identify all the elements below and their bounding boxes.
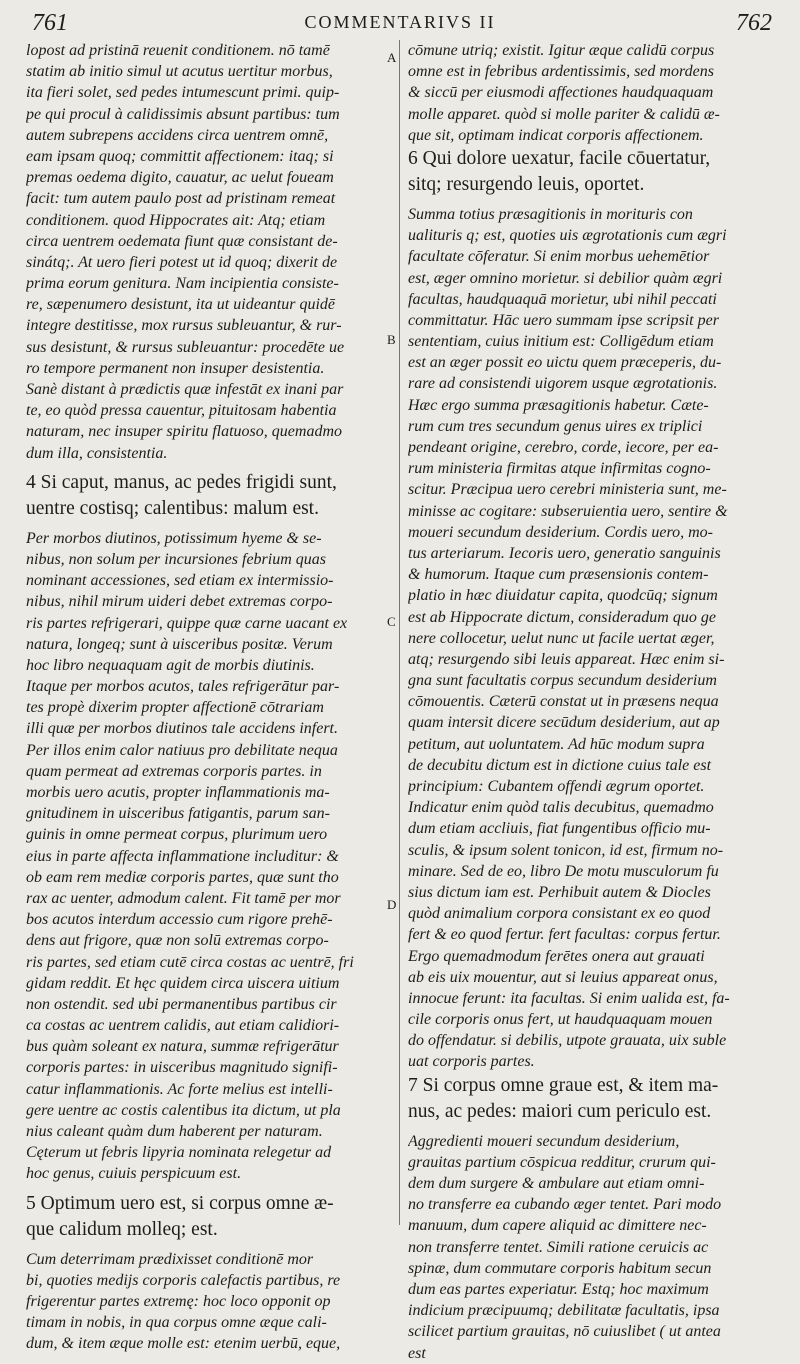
text-line: omne est in febribus ardentissimis, sed mordens	[408, 63, 714, 81]
text-line: facultate cōferatur. Si enim morbus uehemētior	[408, 248, 710, 266]
aphorism-heading-line: 7 Si corpus omne graue est, & item ma-	[408, 1074, 719, 1096]
text-line: principium: Cubantem offendi ægrum oportet.	[408, 778, 705, 795]
column-rule	[399, 40, 400, 1225]
text-line: rum cum tres secundum genus uires ex triplici	[408, 417, 703, 435]
text-line: Per illos enim calor natiuus pro debilitate nequa	[26, 741, 338, 759]
text-line: molle apparet. quòd si molle pariter & calidū æ-	[408, 105, 720, 123]
text-line: premas oedema digito, cauatur, ac uelut foueam	[26, 169, 334, 187]
text-line: dem dum surgere & ambulare aut etiam omni-	[408, 1175, 705, 1192]
text-line: cōmune utriq; existit. Igitur æque calidū corpus	[408, 42, 715, 59]
text-line: guinis in omne permeat corpus, plurimum uero	[26, 826, 328, 844]
aphorism-heading-line: nus, ac pedes: maiori cum periculo est.	[408, 1100, 712, 1122]
text-line: petitum, aut uoluntatem. Ad hūc modum supra	[408, 735, 705, 753]
text-line: sius dictum iam est. Perhibuit autem & Diocles	[408, 883, 711, 901]
text-line: gere uentre ac costis calentibus ita dictum, ut pla	[26, 1101, 341, 1119]
text-line: nibus, nihil mirum uideri debet extremas corpo-	[26, 593, 333, 611]
text-line: sinátq;. At uero fieri potest ut id quoq; dixerit de	[26, 253, 338, 271]
text-line: ab eis uix mouentur, aut si leuius appareat onus,	[408, 968, 718, 986]
text-line: de decubitu dictum est in dictione cuius tale est	[408, 756, 712, 774]
text-line: Summa totius præsagitionis in morituris con	[408, 205, 693, 223]
text-line: manuum, dum capere aliquid ac dimittere nec-	[408, 1217, 707, 1235]
text-line: facultas, haudquaquā morietur, ubi nihil peccati	[408, 290, 717, 308]
text-line: tus arteriarum. Iecoris uero, generatio sanguinis	[408, 544, 721, 562]
text-line: Sanè distant à prædictis quæ infestāt ex inani par	[26, 381, 344, 398]
text-line: cile corporis onus fert, ut haudquaquam mouen	[408, 1011, 713, 1029]
margin-letter-c: C	[387, 614, 396, 629]
text-line: eam ipsam quoq; committit affectionem: itaq; si	[26, 147, 334, 165]
text-line: non ostendit. sed ubi permanentibus partibus cir	[26, 995, 337, 1013]
text-line: rare ad consistendi uigorem usque ægrotationis.	[408, 375, 718, 393]
text-line: pendeant origine, cerebro, corde, iecore, per ea-	[408, 439, 719, 456]
aphorism-heading-line: sitq; resurgendo leuis, oportet.	[408, 173, 645, 195]
text-line: sententiam, cuius initium est: Colligēdum etiam	[408, 333, 714, 351]
text-line: eius in parte affecta inflammatione includitur: &	[26, 847, 339, 865]
text-line: Aggredienti moueri secundum desiderium,	[408, 1132, 680, 1150]
text-line: est an æger possit eo uictu quem præceperis, du-	[408, 354, 722, 372]
text-line: dum etiam accliuis, fiat fungentibus officio mu-	[408, 820, 711, 838]
margin-letter-b: B	[387, 332, 396, 347]
text-line: scitur. Præcipua uero cerebri ministeria sunt, me-	[408, 481, 727, 499]
text-line: atq; resurgendo sibi leuis appareat. Hæc enim si-	[408, 650, 725, 668]
text-line: timam in nobis, in qua corpus omne æque cali-	[26, 1314, 327, 1332]
text-line: grauitas partium cōspicua redditur, crurum qui-	[408, 1153, 716, 1171]
text-line: est	[408, 1344, 426, 1362]
text-line: minare. Sed de eo, libro De motu musculorum fu	[408, 862, 719, 880]
text-line: gidam reddit. Et hęc quidem circa uiscera uitium	[26, 974, 340, 992]
text-line: platio in hæc diuidatur capita, quodcūq; signum	[408, 587, 718, 605]
text-line: Cęterum ut febris lipyria nominata relegetur ad	[26, 1144, 332, 1162]
margin-letter-a: A	[387, 50, 397, 65]
text-line: dum, & item æque molle est: etenim uerbū, eque,	[26, 1335, 341, 1353]
text-line: no transferre ea cubando æger tentet. Pari modo	[408, 1196, 722, 1214]
text-line: morbis uero acutis, propter inflammationis ma-	[26, 784, 330, 801]
aphorism-heading-line: 6 Qui dolore uexatur, facile cōuertatur,	[408, 147, 711, 169]
text-line: bos acutos interdum accessio cum rigore prehē-	[26, 911, 333, 929]
text-line: quòd animalium corpora consistant ex eo quod	[408, 905, 711, 923]
right-column	[408, 40, 774, 1364]
text-line: natura, longeq; sunt à uisceribus positæ. Verum	[26, 635, 333, 653]
text-line: sus desistunt, & rursus subleuantur: procedēte ue	[26, 338, 345, 356]
text-line: conditionem. quod Hippocrates ait: Atq; etiam	[26, 211, 326, 229]
text-line: scilicet partium grauitas, nō cuiuslibet ( ut antea	[408, 1323, 721, 1341]
text-line: dum eas partes experiatur. Estq; hoc maximum	[408, 1280, 709, 1298]
text-line: gna sunt facultatis corpus secundum desiderium	[408, 672, 717, 690]
text-line: indicium præcipuumq; debilitatæ facultatis, ipsa	[408, 1302, 720, 1320]
text-line: illi quæ per morbos diutinos tale accidens infert.	[26, 720, 338, 738]
text-line: ris partes refrigerari, quippe quæ carne uacant ex	[26, 614, 348, 632]
text-line: minisse ac cogitare: subseruientia uero, sentire &	[408, 502, 728, 520]
aphorism-heading-line: 5 Optimum uero est, si corpus omne æ-	[26, 1192, 334, 1214]
text-line: innocue ferunt: ita facultas. Si enim ualida est, fa-	[408, 989, 730, 1007]
text-line: naturam, nec insuper spiritu flatuoso, quemadmo	[26, 423, 342, 441]
aphorism-heading-line: que calidum molleq; est.	[26, 1218, 218, 1240]
text-line: hoc libro nequaquam agit de morbis diutinis.	[26, 656, 315, 674]
text-line: Hæc ergo summa præsagitionis habetur. Cæte-	[408, 396, 709, 414]
text-line: committatur. Hāc uero summam ipse scripsit per	[408, 311, 719, 329]
text-line: ca costas ac uentrem calidis, aut etiam calidiori-	[26, 1017, 340, 1035]
text-line: ualituris q; est, quoties uis ægrotationis cum ægri	[408, 227, 727, 245]
text-line: integre destitisse, mox rursus subleuantur, & rur-	[26, 317, 342, 335]
text-line: nere collocetur, uelut nunc ut facile uertat æger,	[408, 629, 715, 647]
text-line: statim ab initio simul ut acutus uertitur morbus,	[26, 63, 333, 81]
text-line: non transferre tentet. Simili ratione ceruicis ac	[408, 1238, 709, 1256]
text-line: Itaque per morbos acutos, tales refrigerātur par-	[26, 678, 340, 696]
text-line: dens aut frigore, quæ non solū extremas corpo-	[26, 932, 329, 950]
text-line: circa uentrem oedemata fiunt quæ consistant de-	[26, 232, 338, 250]
text-line: gnitudinem in uisceribus fatigantis, parum san-	[26, 805, 330, 823]
text-line: & siccū per eiusmodi affectiones haudquaquam	[408, 84, 714, 102]
text-line: ita fieri solet, sed pedes intumescunt primi. quip-	[26, 84, 340, 102]
page-number-right: 762	[736, 10, 772, 36]
text-line: spinæ, dum commutare corporis habitum secun	[408, 1259, 712, 1277]
text-line: autem subrepens accidens circa uentrem omnē,	[26, 126, 329, 144]
text-line: uat corporis partes.	[408, 1053, 535, 1071]
text-line: ob eam rem mediæ corporis partes, quæ sunt tho	[26, 868, 339, 886]
text-line: sculis, & ipsum solent tonicon, id est, firmum no-	[408, 841, 724, 859]
text-line: Indicatur enim quòd talis decubitus, quemadmo	[408, 799, 714, 817]
text-line: prima eorum genitura. Nam incipientia consiste-	[26, 275, 339, 293]
margin-letter-d: D	[387, 897, 397, 912]
text-line: hoc genus, cuiuis perspicuum est.	[26, 1165, 242, 1183]
text-line: Cum deterrimam prædixisset conditionē mor	[26, 1250, 314, 1268]
text-line: nibus, non solum per incursiones febrium quas	[26, 550, 326, 568]
text-line: quam intersit dicere secūdum desiderium, aut ap	[408, 714, 720, 732]
text-line: corporis partes: in uisceribus magnitudo signifi-	[26, 1059, 338, 1077]
text-line: tes propè dixerim propter affectionē cōtrariam	[26, 699, 324, 717]
text-line: fert & eo quod fertur. fert facultas: corpus fertur.	[408, 926, 721, 944]
text-line: catur inflammationis. Ac forte melius est intelli-	[26, 1080, 333, 1098]
text-line: ro tempore permanent non insuper desistentia.	[26, 359, 325, 377]
text-line: Per morbos diutinos, potissimum hyeme & se-	[26, 529, 322, 547]
text-line: te, eo quòd pressa cauentur, pituitosam habentia	[26, 402, 337, 420]
text-line: do offendatur. si debilis, utpote grauata, uix suble	[408, 1032, 727, 1050]
aphorism-heading-line: uentre costisq; calentibus: malum est.	[26, 497, 319, 519]
left-column	[26, 40, 390, 1355]
text-line: facit: tum autem paulo post ad pristinam remeat	[26, 190, 336, 208]
text-line: bi, quoties medijs corporis calefactis partibus, re	[26, 1271, 341, 1289]
text-line: rum ministeria firmitas atque infirmitas cogno-	[408, 460, 711, 478]
text-line: est ab Hippocrate dictum, consideradum quo ge	[408, 608, 716, 626]
text-line: cōmouentis. Cæterū constat ut in præsens nequa	[408, 693, 719, 711]
text-line: frigerentur partes extremę: hoc loco opponit op	[26, 1292, 331, 1310]
text-line: pe qui procul à calidissimis absunt partibus: tum	[26, 105, 340, 123]
text-line: moueri secundum desiderium. Cordis uero, mo-	[408, 523, 714, 541]
text-line: nius caleant quàm dum haberent per naturam.	[26, 1123, 323, 1140]
text-line: est, æger omnino morietur. si debilior quàm ægri	[408, 269, 723, 287]
text-line: bus quàm soleant ex natura, summæ refrigerātur	[26, 1038, 339, 1056]
text-line: dum illa, consistentia.	[26, 444, 168, 462]
text-line: lopost ad pristinā reuenit conditionem. nō tamē	[26, 42, 330, 59]
page-number-left: 761	[32, 10, 68, 36]
text-line: Ergo quemadmodum ferētes onera aut grauati	[408, 947, 705, 965]
text-line: rax ac uenter, admodum calent. Fit tamē per mor	[26, 889, 341, 907]
text-line: nominant accessiones, sed etiam ex intermissio-	[26, 572, 334, 590]
text-line: re, sæpenumero desistunt, ita ut uideantur quidē	[26, 296, 336, 314]
aphorism-heading-line: 4 Si caput, manus, ac pedes frigidi sunt,	[26, 471, 337, 493]
text-line: quam permeat ad extremas corporis partes. in	[26, 762, 322, 780]
page-header	[0, 0, 800, 40]
text-line: ris partes, sed etiam cutē circa costas ac uentrē, fri	[26, 953, 354, 971]
text-line: & humorum. Itaque cum præsensionis contem-	[408, 566, 709, 584]
text-line: que sit, optimam indicat corporis affectionem.	[408, 126, 704, 144]
running-title: COMMENTARIVS II	[304, 12, 496, 32]
